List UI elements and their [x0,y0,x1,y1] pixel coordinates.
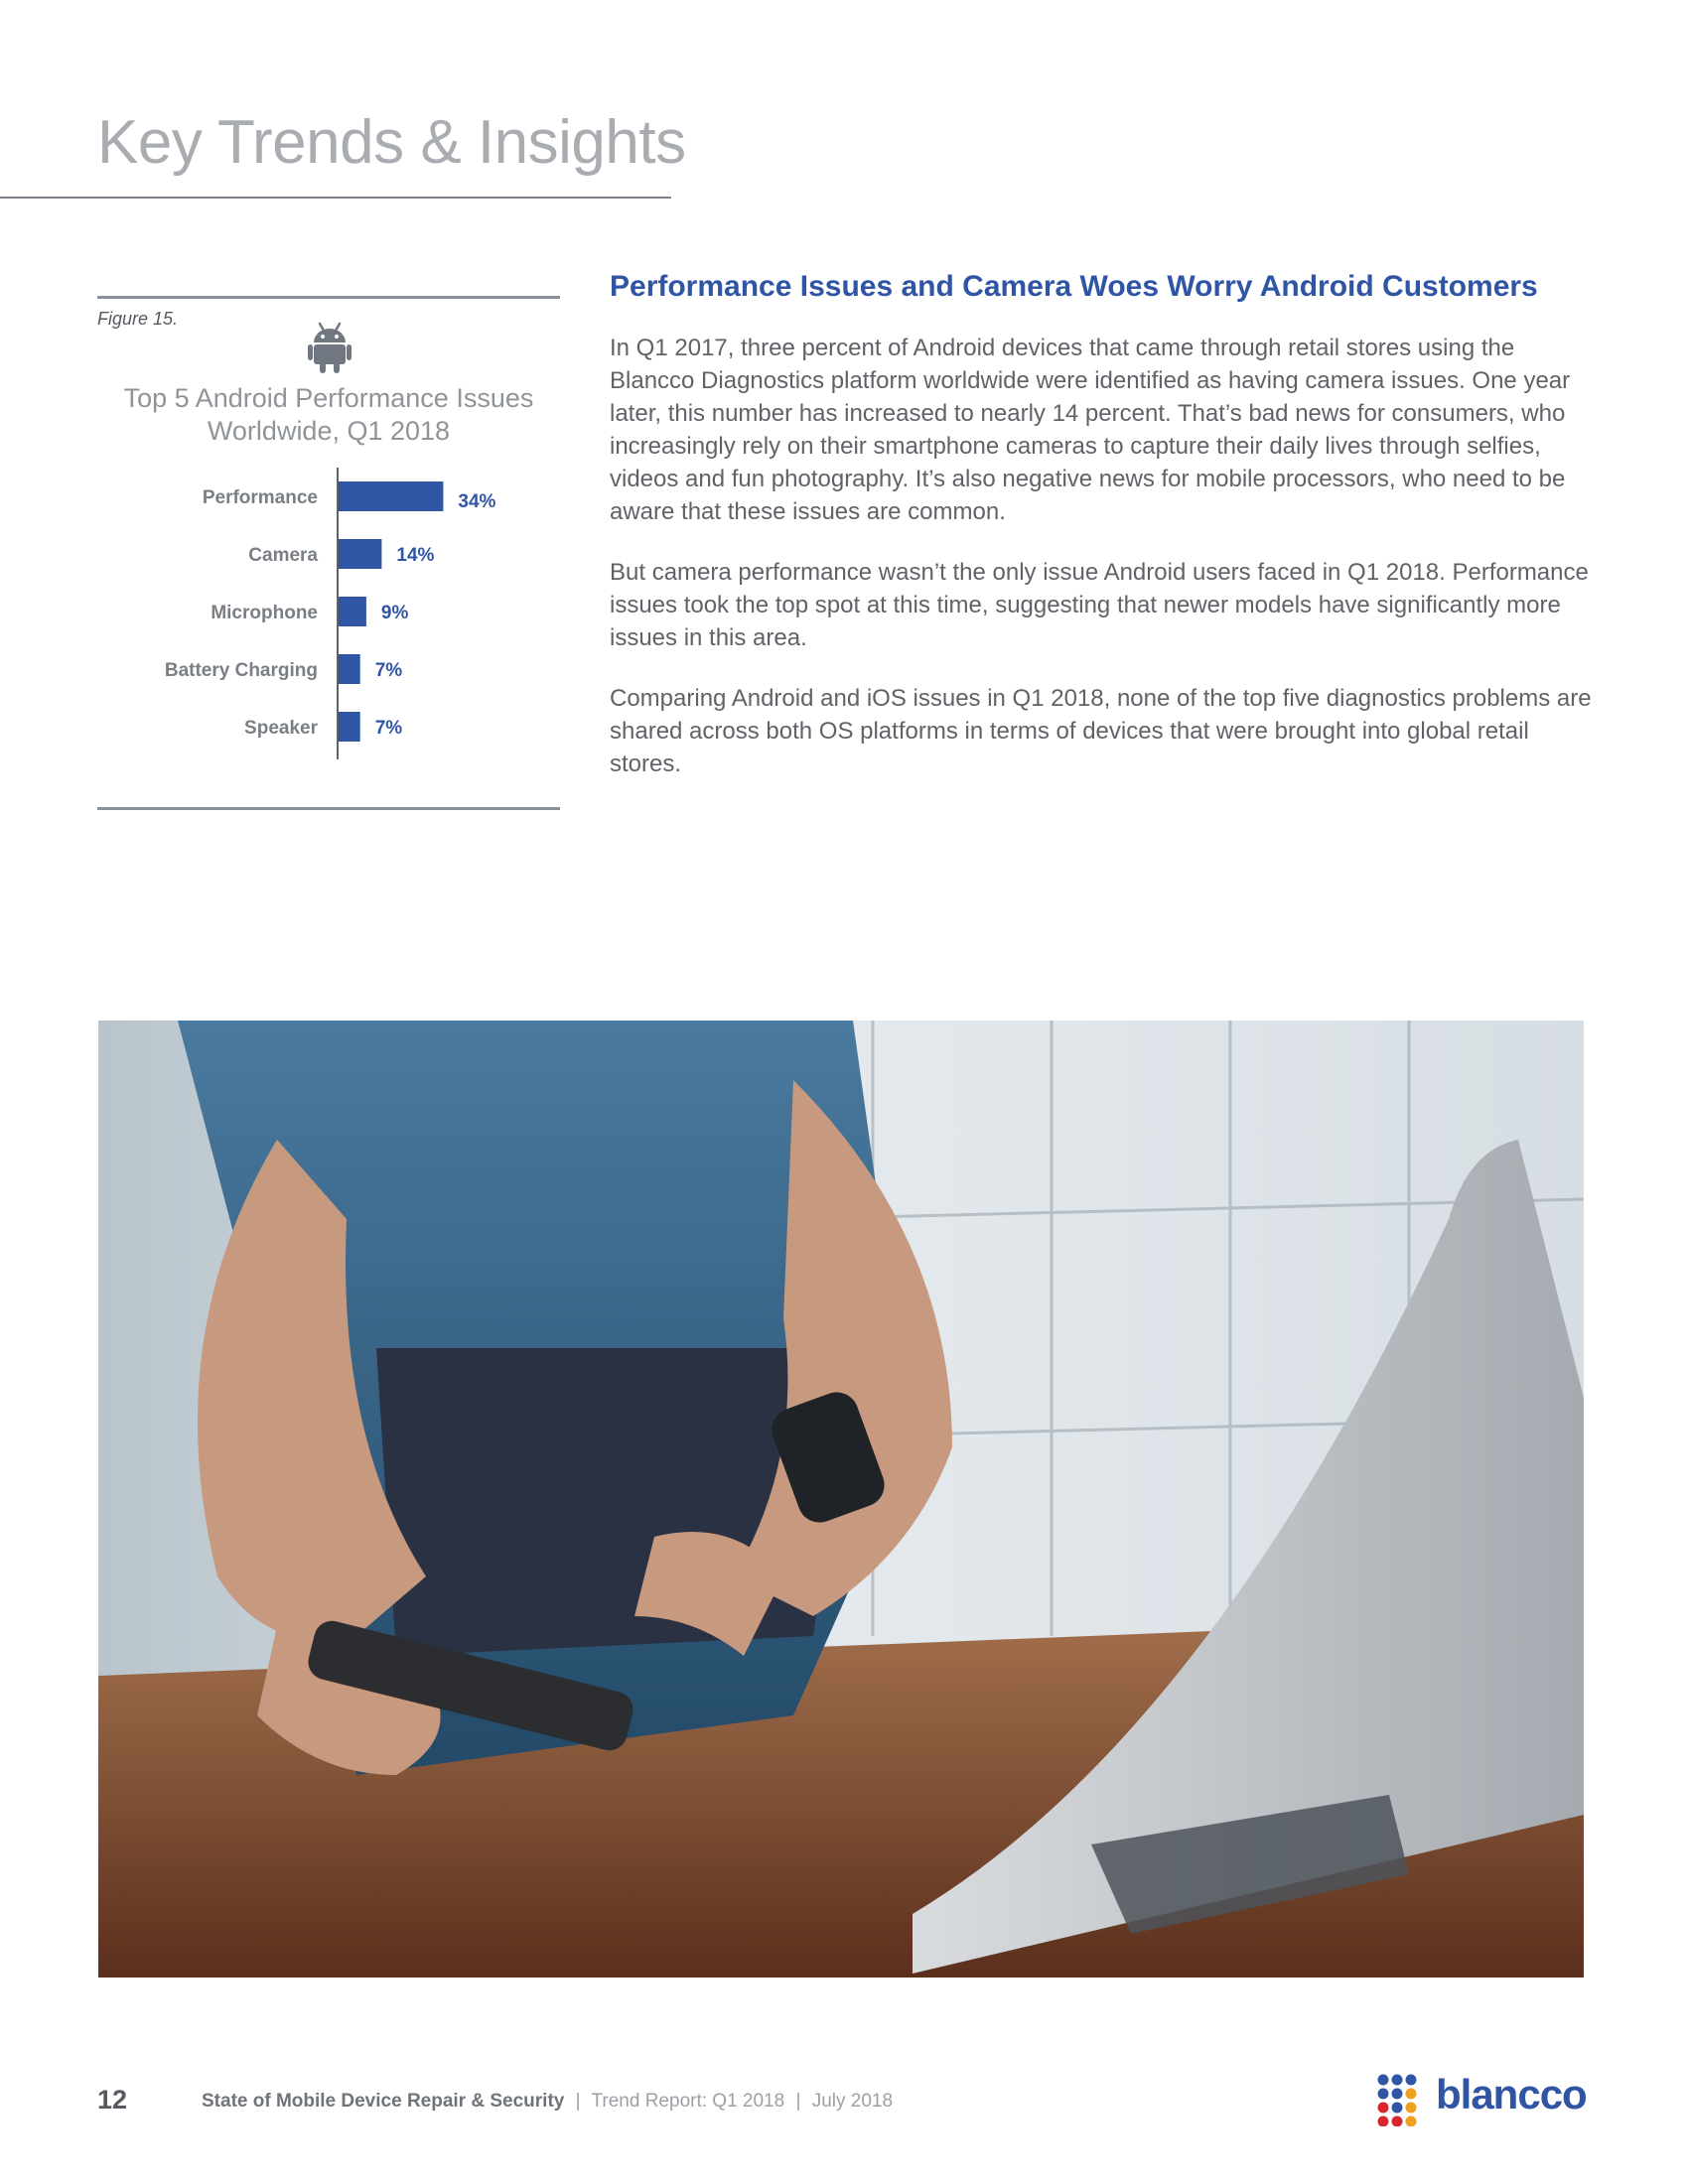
article-paragraph-3: Comparing Android and iOS issues in Q1 2018, none of the top five diagnostics problems are shared across both OS platforms in terms of devices that were brought into global retail stores. [610,685,1592,777]
category-label: Microphone [211,603,318,623]
logo-mark-icon [1376,2073,1426,2126]
article-paragraph-1: In Q1 2017, three percent of Android devices that came through retail stores using the Blancco Diagnostics platform worldwide were identified as having camera issues. One year later, this number has increased to nearly 14 percent. That’s bad news for consumers, who increasingly rely on their smartphone cameras to capture their daily lives through selfies, videos and fun photography. It’s also negative news for mobile processors, who need to be aware that these issues are common. [610,335,1571,525]
bar [339,654,360,684]
value-label: 14% [396,545,435,566]
footer-text [202,2091,893,2113]
value-label: 9% [380,603,409,623]
android-icon [308,321,352,374]
footer-date: July 2018 [811,2091,894,2112]
title-divider [0,197,671,199]
category-label: Camera [248,545,318,566]
footer-separator: | [575,2091,581,2112]
bar [339,481,443,511]
logo-wordmark: blancco [1436,2071,1587,2117]
bar [339,712,360,742]
bar [339,539,381,569]
page-title: Key Trends & Insights [97,108,686,177]
blancco-logo [1376,2067,1585,2122]
footer-report-name: State of Mobile Device Repair & Security [202,2091,565,2112]
footer-separator-2: | [795,2091,801,2112]
article-paragraph-2: But camera performance wasn’t the only issue Android users faced in Q1 2018. Performance issues took the top spot at this time, suggesting that newer models have significantly more issues in this area. [610,559,1589,651]
category-label: Speaker [244,718,318,739]
article [610,268,1603,780]
value-label: 34% [458,491,496,512]
page-number: 12 [97,2085,128,2115]
figure-label: Figure 15. [97,309,179,329]
article-heading: Performance Issues and Camera Woes Worry Android Customers [610,270,1538,303]
value-label: 7% [374,660,403,681]
figure-panel [97,296,560,810]
bar-chart [97,468,560,765]
category-label: Performance [202,487,318,508]
value-label: 7% [374,718,403,739]
category-label: Battery Charging [164,660,318,681]
chart-title-line2: Worldwide, Q1 2018 [207,416,451,446]
hero-photo [98,1021,1584,1978]
bar [339,597,366,626]
chart-title-line1: Top 5 Android Performance Issues [123,383,534,413]
footer-report-type: Trend Report: Q1 2018 [591,2091,785,2112]
chart-title [97,382,560,448]
